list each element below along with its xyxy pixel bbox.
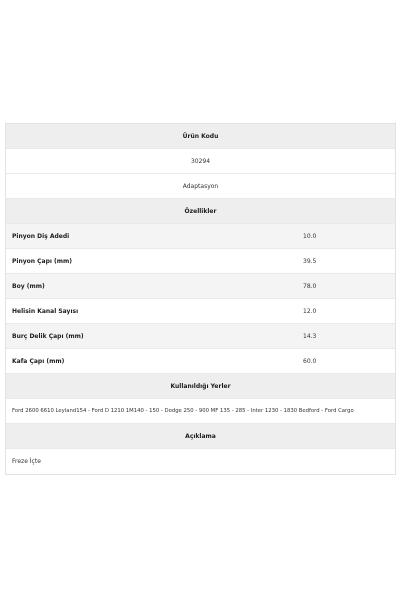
feature-label: Helisin Kanal Sayısı <box>12 307 79 315</box>
feature-row <box>6 249 395 274</box>
description-title: Açıklama <box>185 432 216 440</box>
usage-header <box>6 374 395 399</box>
features-header <box>6 199 395 224</box>
feature-value: 10.0 <box>303 232 317 240</box>
feature-row <box>6 324 395 349</box>
description-header <box>6 424 395 449</box>
feature-row <box>6 349 395 374</box>
product-code-title: Ürün Kodu <box>182 132 219 140</box>
feature-label: Kafa Çapı (mm) <box>12 357 65 365</box>
usage-row <box>6 399 395 424</box>
product-spec-table <box>5 123 396 475</box>
type-row <box>6 174 395 199</box>
type-label: Adaptasyon <box>182 182 219 190</box>
product-code-row <box>6 149 395 174</box>
feature-value: 14.3 <box>303 332 317 340</box>
feature-row <box>6 224 395 249</box>
feature-label: Boy (mm) <box>12 282 45 290</box>
product-code-header <box>6 124 395 149</box>
product-code-value: 30294 <box>190 157 211 165</box>
usage-title: Kullanıldığı Yerler <box>170 382 231 390</box>
description-row <box>6 449 395 474</box>
feature-label: Pinyon Diş Adedi <box>12 232 70 240</box>
feature-value: 39.5 <box>303 257 317 265</box>
feature-row <box>6 274 395 299</box>
feature-row <box>6 299 395 324</box>
feature-label: Pinyon Çapı (mm) <box>12 257 72 265</box>
feature-value: 60.0 <box>303 357 317 365</box>
features-title: Özellikler <box>184 207 217 215</box>
feature-value: 78.0 <box>303 282 317 290</box>
description-text: Freze İçte <box>12 458 41 465</box>
feature-value: 12.0 <box>303 307 317 315</box>
feature-label: Burç Delik Çapı (mm) <box>12 332 84 340</box>
usage-text: Ford 2600 6610 Leyland154 - Ford D 1210 1M140 - 150 - Dodge 250 - 900 MF 135 - 285 - Inter 1230 - 1830 Bedford - Ford Cargo <box>12 408 354 414</box>
